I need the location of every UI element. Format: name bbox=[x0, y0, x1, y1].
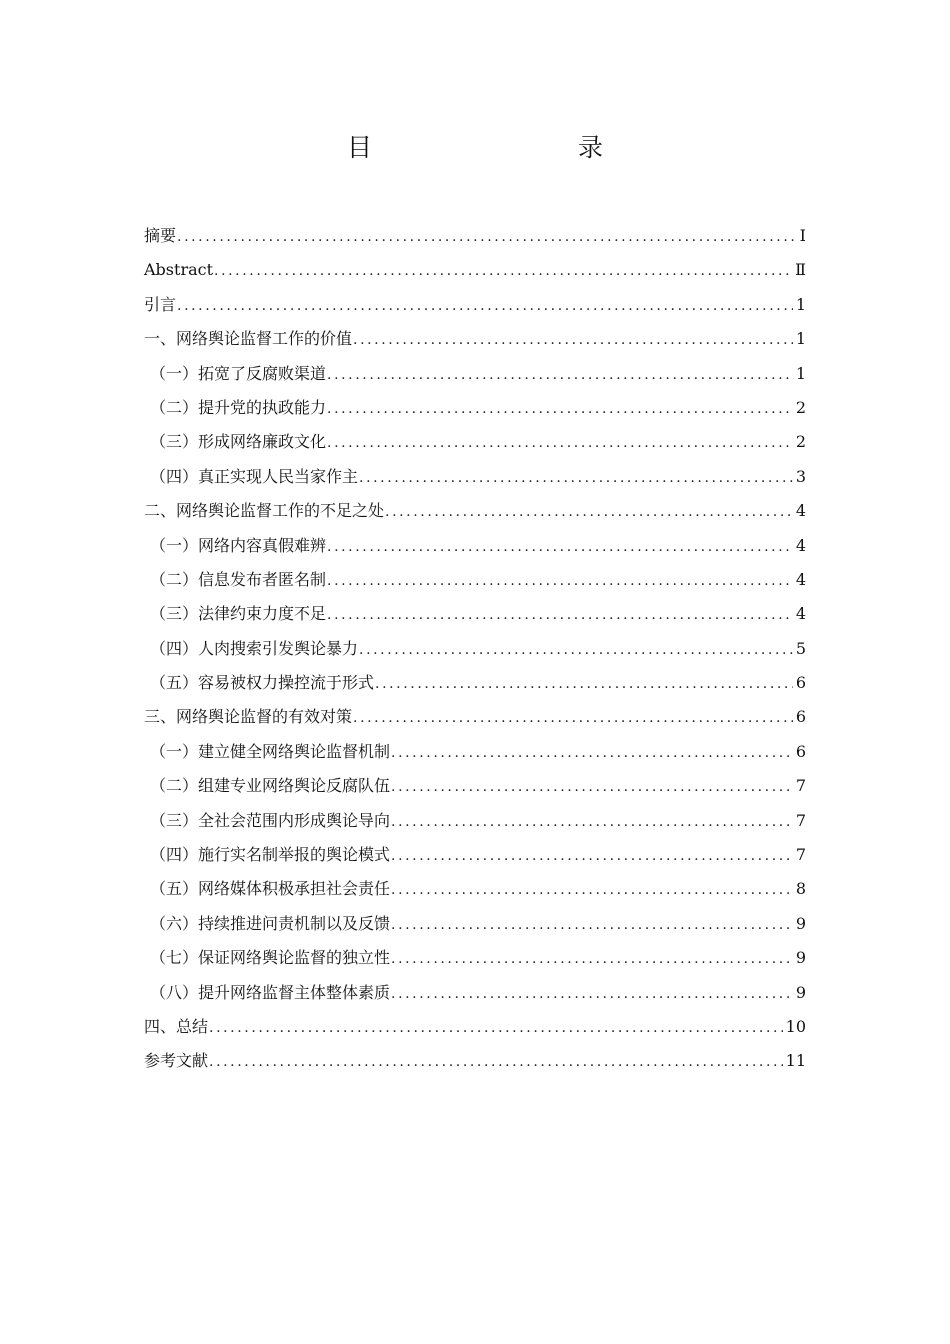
toc-entry-label: （三）形成网络廉政文化 bbox=[150, 432, 327, 452]
toc-entry-label: （二）组建专业网络舆论反腐队伍 bbox=[150, 776, 391, 796]
toc-entry-label: （一）建立健全网络舆论监督机制 bbox=[150, 741, 391, 761]
toc-entry-page-number: 4 bbox=[795, 501, 806, 521]
toc-entry-label: 摘要 bbox=[144, 226, 177, 245]
toc-entry-page-number: 10 bbox=[785, 1016, 806, 1036]
toc-entry-page-number: 4 bbox=[795, 604, 806, 624]
toc-leader-dots bbox=[327, 570, 793, 592]
toc-entry[interactable] bbox=[144, 913, 806, 947]
toc-entry[interactable] bbox=[144, 1016, 806, 1050]
toc-entry-page-number: 9 bbox=[795, 913, 806, 933]
toc-entry-page-number: 11 bbox=[785, 1051, 806, 1071]
toc-entry-page-number: 6 bbox=[795, 707, 806, 727]
table-of-contents bbox=[144, 225, 806, 1085]
toc-leader-dots bbox=[391, 879, 793, 901]
toc-leader-dots bbox=[327, 364, 793, 386]
toc-leader-dots bbox=[353, 329, 793, 351]
toc-leader-dots bbox=[353, 707, 793, 729]
toc-entry-label: （二）信息发布者匿名制 bbox=[150, 569, 327, 589]
toc-leader-dots bbox=[214, 260, 792, 282]
toc-entry-label: （三）全社会范围内形成舆论导向 bbox=[150, 810, 391, 830]
toc-leader-dots bbox=[359, 467, 793, 489]
toc-entry-page-number: I bbox=[799, 226, 806, 245]
toc-leader-dots bbox=[391, 845, 793, 867]
toc-entry[interactable] bbox=[144, 569, 806, 603]
toc-entry-page-number: 6 bbox=[795, 673, 806, 693]
toc-entry-page-number: 7 bbox=[795, 845, 806, 865]
toc-leader-dots bbox=[177, 226, 795, 248]
toc-entry-label: （二）提升党的执政能力 bbox=[150, 397, 327, 417]
toc-entry-page-number: 3 bbox=[795, 466, 806, 486]
toc-leader-dots bbox=[391, 948, 793, 970]
toc-entry[interactable] bbox=[144, 741, 806, 775]
toc-leader-dots bbox=[391, 742, 793, 764]
toc-entry-page-number: 7 bbox=[795, 810, 806, 830]
toc-entry-page-number: 5 bbox=[795, 638, 806, 658]
toc-entry-page-number: 7 bbox=[795, 776, 806, 796]
toc-entry[interactable] bbox=[144, 431, 806, 465]
toc-entry[interactable] bbox=[144, 844, 806, 878]
toc-leader-dots bbox=[375, 673, 793, 695]
toc-leader-dots bbox=[327, 604, 793, 626]
toc-leader-dots bbox=[177, 295, 793, 317]
toc-leader-dots bbox=[359, 639, 793, 661]
toc-entry[interactable] bbox=[144, 982, 806, 1016]
toc-entry[interactable] bbox=[144, 638, 806, 672]
toc-entry-label: （八）提升网络监督主体整体素质 bbox=[150, 982, 391, 1002]
toc-leader-dots bbox=[209, 1017, 783, 1039]
toc-entry-label: 一、网络舆论监督工作的价值 bbox=[144, 329, 353, 349]
toc-entry[interactable] bbox=[144, 535, 806, 569]
toc-entry-page-number: 9 bbox=[795, 982, 806, 1002]
toc-leader-dots bbox=[391, 983, 793, 1005]
toc-entry-page-number: 9 bbox=[795, 948, 806, 968]
toc-entry[interactable] bbox=[144, 810, 806, 844]
toc-leader-dots bbox=[209, 1051, 783, 1073]
toc-entry-page-number: 1 bbox=[795, 363, 806, 383]
toc-entry-label: 四、总结 bbox=[144, 1016, 209, 1036]
toc-entry[interactable] bbox=[144, 466, 806, 500]
toc-entry-page-number: 4 bbox=[795, 535, 806, 555]
toc-entry-label: 二、网络舆论监督工作的不足之处 bbox=[144, 501, 385, 521]
toc-entry[interactable] bbox=[144, 397, 806, 431]
toc-entry-page-number: 1 bbox=[795, 294, 806, 314]
toc-entry[interactable] bbox=[144, 1050, 806, 1084]
toc-entry[interactable] bbox=[144, 775, 806, 809]
toc-entry-label: 参考文献 bbox=[144, 1051, 209, 1071]
toc-leader-dots bbox=[327, 536, 793, 558]
toc-entry-page-number: 6 bbox=[795, 741, 806, 761]
toc-entry-label: 引言 bbox=[144, 294, 177, 314]
toc-entry-label: （四）人肉搜索引发舆论暴力 bbox=[150, 638, 359, 658]
toc-entry[interactable] bbox=[144, 328, 806, 362]
toc-entry-label: （一）网络内容真假难辨 bbox=[150, 535, 327, 555]
toc-entry-page-number: 4 bbox=[795, 569, 806, 589]
toc-entry-label: （四）施行实名制举报的舆论模式 bbox=[150, 845, 391, 865]
toc-entry-label: （七）保证网络舆论监督的独立性 bbox=[150, 948, 391, 968]
toc-entry-label: （四）真正实现人民当家作主 bbox=[150, 466, 359, 486]
toc-leader-dots bbox=[327, 398, 793, 420]
toc-entry-label: （三）法律约束力度不足 bbox=[150, 604, 327, 624]
toc-entry-page-number: 2 bbox=[795, 432, 806, 452]
toc-entry[interactable] bbox=[144, 706, 806, 740]
toc-leader-dots bbox=[391, 811, 793, 833]
toc-entry[interactable] bbox=[144, 603, 806, 637]
toc-entry-label: Abstract bbox=[144, 260, 214, 280]
toc-entry[interactable] bbox=[144, 672, 806, 706]
toc-entry-label: （六）持续推进问责机制以及反馈 bbox=[150, 913, 391, 933]
toc-entry[interactable] bbox=[144, 947, 806, 981]
toc-leader-dots bbox=[391, 776, 793, 798]
toc-entry-page-number: 8 bbox=[795, 879, 806, 899]
toc-entry[interactable] bbox=[144, 363, 806, 397]
toc-entry-label: （五）容易被权力操控流于形式 bbox=[150, 673, 375, 693]
toc-title: 目 录 bbox=[346, 133, 655, 162]
toc-entry[interactable] bbox=[144, 259, 806, 293]
toc-entry[interactable] bbox=[144, 294, 806, 328]
toc-entry[interactable] bbox=[144, 500, 806, 534]
toc-entry-page-number: Ⅱ bbox=[795, 260, 806, 280]
toc-entry-label: 三、网络舆论监督的有效对策 bbox=[144, 707, 353, 727]
toc-entry-label: （五）网络媒体积极承担社会责任 bbox=[150, 879, 391, 899]
toc-entry-label: （一）拓宽了反腐败渠道 bbox=[150, 363, 327, 383]
toc-entry-page-number: 2 bbox=[795, 397, 806, 417]
toc-leader-dots bbox=[385, 501, 793, 523]
toc-entry-page-number: 1 bbox=[795, 329, 806, 349]
toc-entry[interactable] bbox=[144, 878, 806, 912]
toc-entry[interactable] bbox=[144, 225, 806, 259]
toc-leader-dots bbox=[391, 914, 793, 936]
toc-leader-dots bbox=[327, 432, 793, 454]
